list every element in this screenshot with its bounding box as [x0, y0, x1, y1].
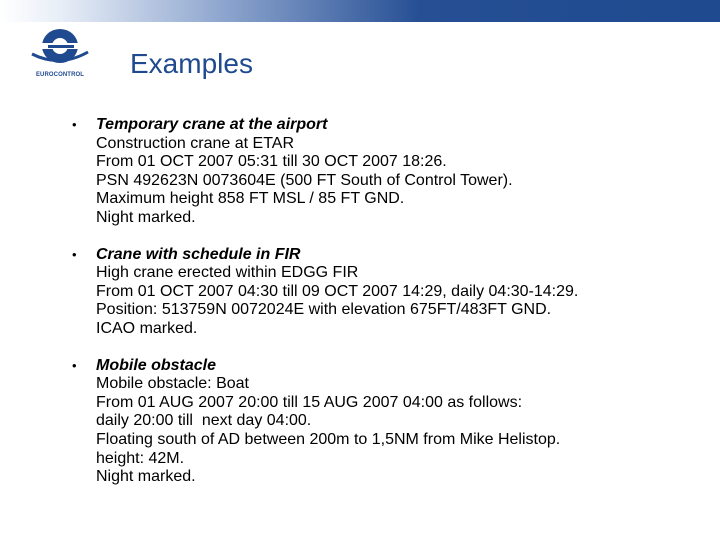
eurocontrol-logo: [28, 24, 92, 84]
bullet-line: height: 42M.: [96, 449, 185, 467]
bullet-line: Floating south of AD between 200m to 1,5NM from Mike Helistop.: [96, 430, 561, 448]
bullet-dot: •: [72, 117, 77, 132]
bullet-line: From 01 AUG 2007 20:00 till 15 AUG 2007 04:00 as follows:: [96, 393, 523, 411]
page-title: Examples: [130, 48, 253, 79]
bullet-dot: •: [72, 246, 77, 262]
eurocontrol-logo-icon: [28, 24, 92, 72]
bullet-line: Position: 513759N 0072024E with elevation 675FT/483FT GND.: [96, 301, 552, 319]
bullet-line: daily 20:00 till next day 04:00.: [96, 412, 312, 430]
bullet-line: Construction crane at ETAR: [96, 134, 295, 152]
logo-text: EUROCONTROL: [35, 72, 85, 78]
bullet-list: [72, 116, 692, 505]
bullet-line: Mobile obstacle: Boat: [96, 375, 249, 393]
bullet-dot: •: [72, 357, 77, 373]
bullet-title: Crane with schedule in FIR: [96, 245, 301, 263]
bullet-line: PSN 492623N 0073604E (500 FT South of Control Tower).: [96, 171, 513, 189]
bullet-item: [72, 357, 692, 487]
bullet-line: Night marked.: [96, 208, 196, 226]
bullet-item: [72, 246, 692, 339]
bullet-line: From 01 OCT 2007 04:30 till 09 OCT 2007 14:29, daily 04:30-14:29.: [96, 282, 579, 300]
bullet-line: Night marked.: [96, 468, 196, 486]
bullet-title: Mobile obstacle: [96, 356, 217, 374]
bullet-line: Maximum height 858 FT MSL / 85 FT GND.: [96, 190, 405, 208]
bullet-line: ICAO marked.: [96, 319, 198, 337]
bullet-line: High crane erected within EDGG FIR: [96, 264, 359, 282]
bullet-item: [72, 116, 692, 228]
bullet-title: Temporary crane at the airport: [96, 116, 328, 133]
header-bar: [0, 0, 720, 22]
bullet-line: From 01 OCT 2007 05:31 till 30 OCT 2007 18:26.: [96, 153, 447, 171]
